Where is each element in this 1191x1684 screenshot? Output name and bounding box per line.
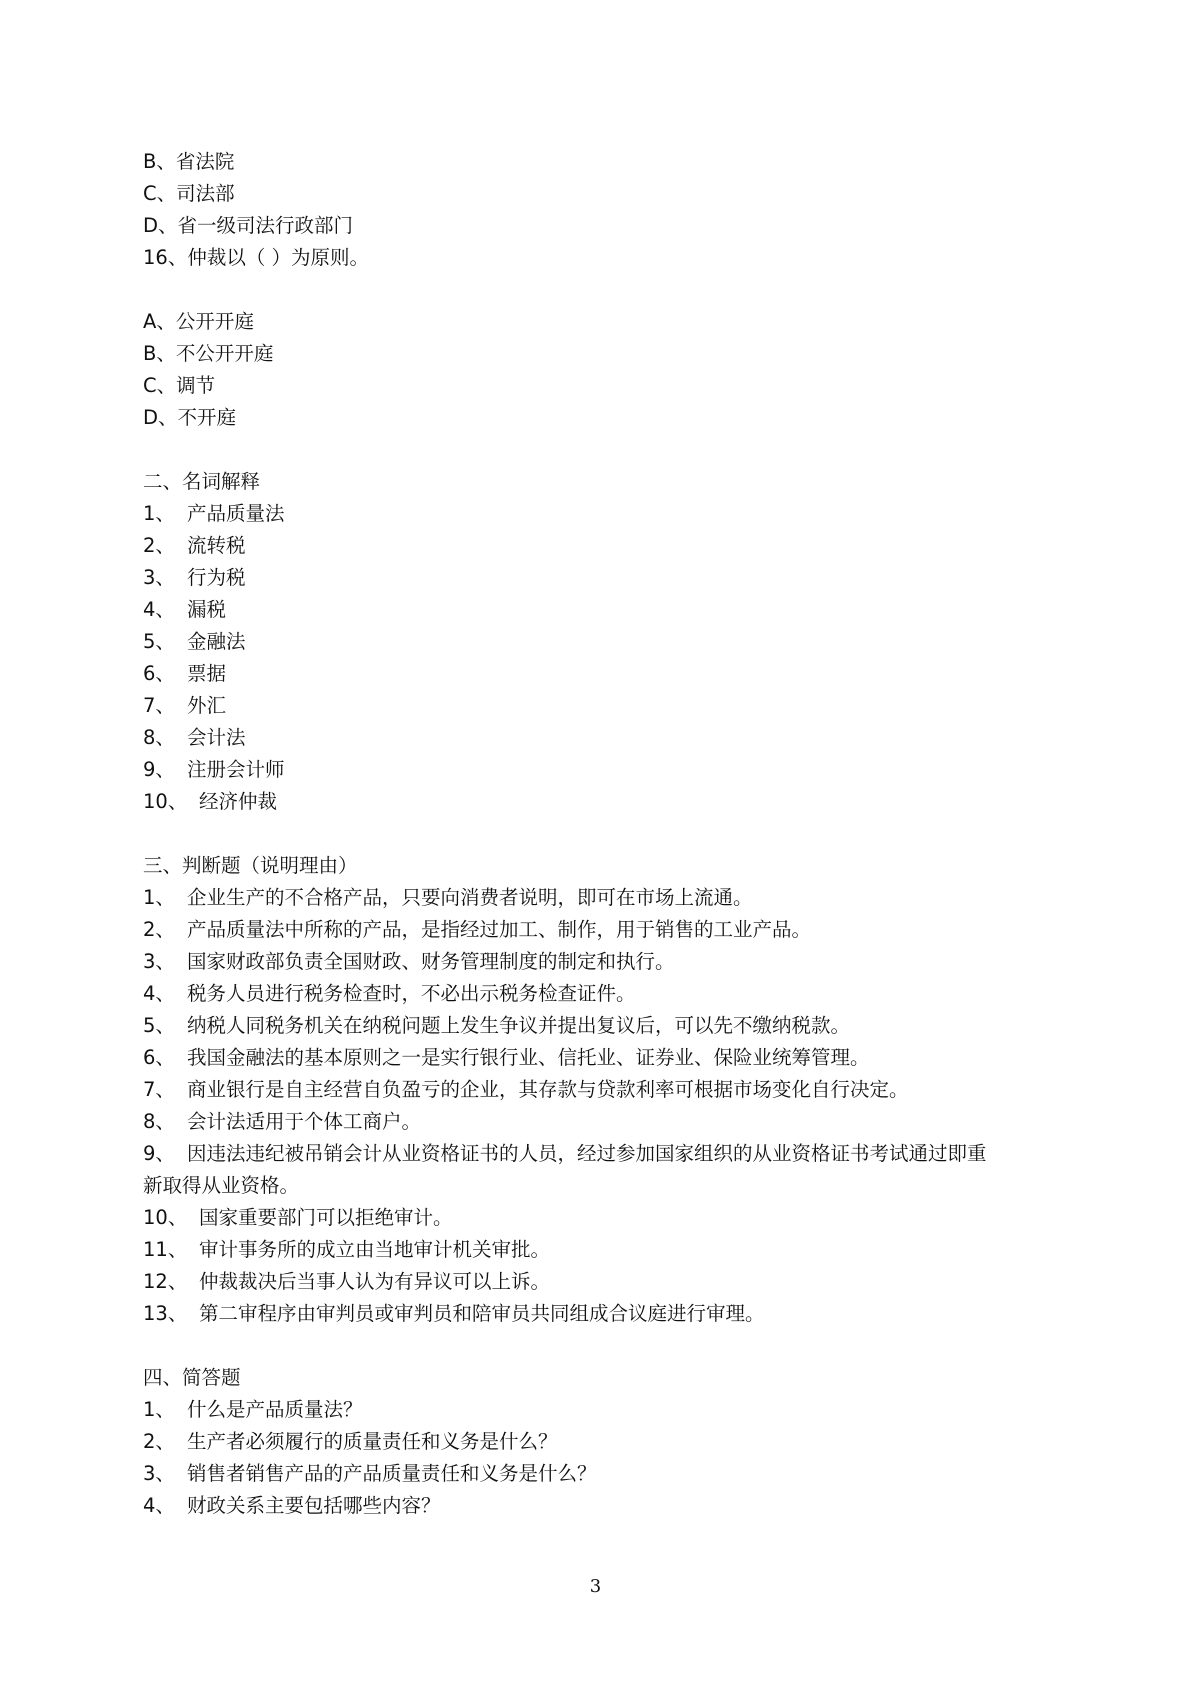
option-line (143, 402, 1073, 434)
option-line (143, 178, 1073, 210)
option-letter: C (143, 374, 157, 397)
section-heading: 二、名词解释 (143, 470, 261, 493)
option-letter: B (143, 150, 157, 173)
list-item (143, 786, 1073, 818)
option-separator: 、 (156, 374, 177, 397)
item-number: 3、 (143, 1462, 175, 1485)
item-number: 3、 (143, 566, 175, 589)
option-separator: 、 (156, 310, 176, 333)
list-item (143, 1202, 1073, 1234)
item-number: 4、 (143, 1494, 175, 1517)
list-item (143, 1458, 1073, 1490)
item-text: 流转税 (187, 534, 246, 557)
item-text: 国家重要部门可以拒绝审计。 (199, 1206, 453, 1229)
option-letter: D (143, 406, 159, 429)
option-separator: 、 (156, 150, 176, 173)
question-number: 16 (143, 246, 168, 269)
item-text: 注册会计师 (187, 758, 285, 781)
list-item (143, 690, 1073, 722)
list-item (143, 754, 1073, 786)
list-item-continuation: 新取得从业资格。 (143, 1174, 300, 1197)
item-text: 产品质量法中所称的产品，是指经过加工、制作，用于销售的工业产品。 (187, 918, 812, 941)
list-item (143, 1106, 1073, 1138)
item-text: 第二审程序由审判员或审判员和陪审员共同组成合议庭进行审理。 (199, 1302, 765, 1325)
item-text: 会计法 (187, 726, 246, 749)
section-heading: 三、判断题（说明理由） (143, 854, 358, 877)
item-number: 1、 (143, 1398, 175, 1421)
item-text: 商业银行是自主经营自负盈亏的企业，其存款与贷款利率可根据市场变化自行决定。 (187, 1078, 909, 1101)
item-text: 我国金融法的基本原则之一是实行银行业、信托业、证券业、保险业统筹管理。 (187, 1046, 870, 1069)
item-number: 11、 (143, 1238, 188, 1261)
list-item (143, 1426, 1073, 1458)
option-text: 不开庭 (177, 406, 237, 429)
list-item (143, 882, 1073, 914)
item-number: 10、 (143, 790, 188, 813)
item-number: 8、 (143, 1110, 175, 1133)
list-item (143, 1074, 1073, 1106)
option-letter: D (143, 214, 159, 237)
list-item (143, 946, 1073, 978)
option-line (143, 338, 1073, 370)
item-text: 经济仲裁 (199, 790, 278, 813)
option-text: 公开开庭 (175, 310, 254, 333)
item-text: 因违法违纪被吊销会计从业资格证书的人员，经过参加国家组织的从业资格证书考试通过即重 (187, 1142, 987, 1165)
item-number: 7、 (143, 694, 175, 717)
option-separator: 、 (158, 214, 178, 237)
item-text: 销售者销售产品的产品质量责任和义务是什么？ (187, 1462, 597, 1485)
list-item (143, 1042, 1073, 1074)
item-text: 产品质量法 (187, 502, 285, 525)
item-text: 纳税人同税务机关在纳税问题上发生争议并提出复议后，可以先不缴纳税款。 (187, 1014, 851, 1037)
question-line (143, 242, 1073, 274)
item-text: 金融法 (187, 630, 246, 653)
item-text: 税务人员进行税务检查时，不必出示税务检查证件。 (187, 982, 636, 1005)
item-number: 10、 (143, 1206, 188, 1229)
item-text: 会计法适用于个体工商户。 (187, 1110, 422, 1133)
item-text: 外汇 (187, 694, 227, 717)
list-item (143, 1234, 1073, 1266)
list-item (143, 626, 1073, 658)
item-text: 国家财政部负责全国财政、财务管理制度的制定和执行。 (187, 950, 675, 973)
item-number: 4、 (143, 598, 175, 621)
option-text: 省法院 (175, 150, 235, 173)
list-item (143, 562, 1073, 594)
question-separator: 、 (167, 246, 188, 269)
item-text: 漏税 (187, 598, 227, 621)
item-number: 5、 (143, 630, 175, 653)
item-text: 审计事务所的成立由当地审计机关审批。 (199, 1238, 551, 1261)
page-number: 3 (589, 1576, 602, 1597)
item-number: 9、 (143, 1142, 175, 1165)
option-text: 省一级司法行政部门 (177, 214, 354, 237)
list-item (143, 914, 1073, 946)
list-item (143, 1394, 1073, 1426)
item-text: 票据 (187, 662, 227, 685)
item-number: 13、 (143, 1302, 188, 1325)
item-number: 1、 (143, 886, 175, 909)
item-number: 12、 (143, 1270, 188, 1293)
item-number: 2、 (143, 534, 175, 557)
item-text: 行为税 (187, 566, 246, 589)
option-separator: 、 (158, 406, 178, 429)
item-number: 3、 (143, 950, 175, 973)
item-text: 什么是产品质量法？ (187, 1398, 363, 1421)
list-item (143, 978, 1073, 1010)
list-item (143, 722, 1073, 754)
item-number: 6、 (143, 662, 175, 685)
item-number: 8、 (143, 726, 175, 749)
list-item (143, 1010, 1073, 1042)
list-item (143, 1266, 1073, 1298)
option-separator: 、 (156, 342, 176, 365)
list-item (143, 1298, 1073, 1330)
list-item (143, 530, 1073, 562)
item-number: 7、 (143, 1078, 175, 1101)
option-letter: B (143, 342, 157, 365)
item-number: 2、 (143, 918, 175, 941)
item-number: 1、 (143, 502, 175, 525)
option-letter: A (143, 310, 157, 333)
list-item (143, 498, 1073, 530)
option-text: 司法部 (176, 182, 235, 205)
list-item (143, 1138, 1073, 1170)
option-line (143, 146, 1073, 178)
page-content (143, 146, 1073, 1522)
spacer (143, 274, 1073, 306)
item-number: 9、 (143, 758, 175, 781)
spacer (143, 434, 1073, 466)
item-text: 企业生产的不合格产品，只要向消费者说明，即可在市场上流通。 (187, 886, 753, 909)
item-number: 2、 (143, 1430, 175, 1453)
list-item (143, 594, 1073, 626)
item-text: 生产者必须履行的质量责任和义务是什么？ (187, 1430, 558, 1453)
option-letter: C (143, 182, 157, 205)
item-number: 5、 (143, 1014, 175, 1037)
spacer (143, 1330, 1073, 1362)
option-line (143, 306, 1073, 338)
item-number: 6、 (143, 1046, 175, 1069)
item-number: 4、 (143, 982, 175, 1005)
option-text: 调节 (176, 374, 216, 397)
option-text: 不公开开庭 (175, 342, 274, 365)
section-heading: 四、简答题 (143, 1366, 241, 1389)
item-text: 财政关系主要包括哪些内容？ (187, 1494, 441, 1517)
question-text: 仲裁以（ ）为原则。 (187, 246, 370, 269)
item-text: 仲裁裁决后当事人认为有异议可以上诉。 (199, 1270, 551, 1293)
option-line (143, 370, 1073, 402)
option-separator: 、 (156, 182, 177, 205)
option-line (143, 210, 1073, 242)
spacer (143, 818, 1073, 850)
list-item (143, 658, 1073, 690)
list-item (143, 1490, 1073, 1522)
